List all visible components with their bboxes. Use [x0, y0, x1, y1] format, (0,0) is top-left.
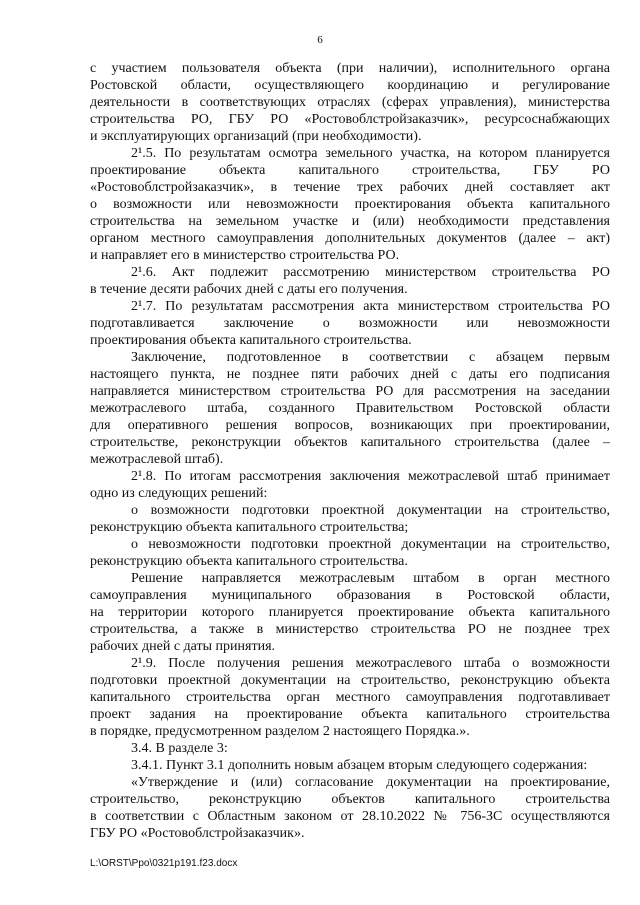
paragraph: [90, 757, 610, 774]
text-line: 2¹.6. Акт подлежит рассмотрению министерством строительства РО: [131, 265, 610, 280]
paragraph: [90, 536, 610, 570]
text-line: в течение десяти рабочих дней с даты его получения.: [90, 282, 408, 297]
paragraph: [90, 774, 610, 842]
text-line: Решение направляется межотраслевым штабом в орган местного: [131, 571, 610, 586]
text-line: в соответствии с Областным законом от 28.10.2022 № 756-ЗС осуществляются: [90, 809, 610, 824]
text-line: межотраслевого штаба, созданного Правительством Ростовской области: [90, 401, 610, 416]
text-line: проект задания на проектирование объекта капитального строительства: [90, 707, 610, 722]
text-line: строительства, а также в министерство строительства РО не позднее трех: [90, 622, 610, 637]
paragraph: [90, 740, 610, 757]
text-line: реконструкцию объекта капитального строительства;: [90, 520, 409, 535]
text-line: «Утверждение и (или) согласование документации на проектирование,: [131, 775, 610, 790]
text-line: 2¹.7. По результатам рассмотрения акта министерством строительства РО: [131, 299, 610, 314]
paragraph: [90, 264, 610, 298]
paragraph: [90, 502, 610, 536]
page-number: 6: [317, 34, 323, 46]
text-line: одно из следующих решений:: [90, 486, 268, 501]
text-line: самоуправления муниципального образования в Ростовской области,: [90, 588, 610, 603]
text-line: на территории которого планируется проектирование объекта капитального: [90, 605, 610, 620]
text-line: о возможности или невозможности проектирования объекта капитального: [90, 197, 610, 212]
text-line: Ростовской области, осуществляющего координацию и регулирование: [90, 78, 610, 93]
text-line: 2¹.5. По результатам осмотра земельного участка, на котором планируется: [131, 146, 610, 161]
document-body: [90, 60, 610, 842]
text-line: «Ростовоблстройзаказчик», в течение трех рабочих дней составляет акт: [90, 180, 610, 195]
text-line: с участием пользователя объекта (при наличии), исполнительного органа: [90, 61, 610, 76]
text-line: о невозможности подготовки проектной документации на строительство,: [131, 537, 610, 552]
paragraph: [90, 349, 610, 468]
text-line: о возможности подготовки проектной документации на строительство,: [131, 503, 610, 518]
text-line: проектирование объекта капитального строительства, ГБУ РО: [90, 163, 610, 178]
paragraph: [90, 468, 610, 502]
text-line: и направляет его в министерство строительства РО.: [90, 248, 400, 263]
text-line: рабочих дней с даты принятия.: [90, 639, 276, 654]
paragraph: [90, 298, 610, 349]
text-line: 2¹.9. После получения решения межотраслевого штаба о возможности: [131, 656, 610, 671]
text-line: строительства РО, ГБУ РО «Ростовоблстройзаказчик», ресурсоснабжающих: [90, 112, 610, 127]
text-line: Заключение, подготовленное в соответствии с абзацем первым: [131, 350, 610, 365]
text-line: строительстве, реконструкции объектов капитального строительства (далее –: [90, 435, 610, 450]
text-line: строительство, реконструкцию объектов капитального строительства: [90, 792, 610, 807]
text-line: настоящего пункта, не позднее пяти рабочих дней с даты его подписания: [90, 367, 610, 382]
paragraph: [90, 655, 610, 740]
text-line: деятельности в соответствующих отраслях (сферах управления), министерства: [90, 95, 610, 110]
text-line: органом местного самоуправления дополнительных документов (далее – акт): [90, 231, 610, 246]
file-path-footer: L:\ORST\Ppo\0321p191.f23.docx: [90, 858, 238, 869]
text-line: для оперативного решения вопросов, возникающих при проектировании,: [90, 418, 610, 433]
text-line: и эксплуатирующих организаций (при необходимости).: [90, 129, 422, 144]
text-line: 3.4. В разделе 3:: [131, 741, 228, 756]
text-line: 3.4.1. Пункт 3.1 дополнить новым абзацем вторым следующего содержания:: [131, 758, 588, 773]
text-line: реконструкцию объекта капитального строительства.: [90, 554, 408, 569]
paragraph: [90, 570, 610, 655]
text-line: проектирования объекта капитального строительства.: [90, 333, 412, 348]
text-line: направляется министерством строительства РО для рассмотрения на заседании: [90, 384, 610, 399]
text-line: в порядке, предусмотренном разделом 2 настоящего Порядка.».: [90, 724, 470, 739]
paragraph: [90, 145, 610, 264]
text-line: подготовки проектной документации на строительство, реконструкцию объекта: [90, 673, 610, 688]
text-line: 2¹.8. По итогам рассмотрения заключения межотраслевой штаб принимает: [131, 469, 610, 484]
text-line: межотраслевой штаб).: [90, 452, 224, 467]
text-line: строительства на земельном участке и (или) необходимости представления: [90, 214, 610, 229]
text-line: капитального строительства орган местного самоуправления подготавливает: [90, 690, 610, 705]
text-line: ГБУ РО «Ростовоблстройзаказчик».: [90, 826, 305, 841]
paragraph: [90, 60, 610, 145]
text-line: подготавливается заключение о возможности или невозможности: [90, 316, 610, 331]
